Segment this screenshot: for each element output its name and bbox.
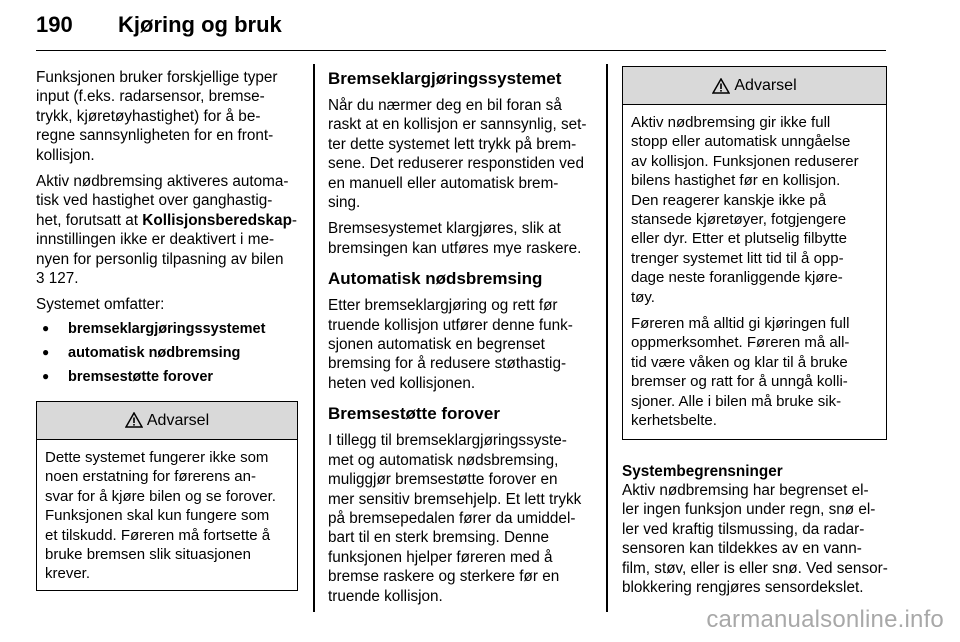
column-divider-right — [606, 64, 608, 612]
column-divider-left — [313, 64, 315, 612]
system-includes-label: Systemet omfatter: — [36, 296, 165, 314]
column-right — [622, 68, 887, 604]
section-heading: Bremsestøtte forover — [328, 404, 500, 424]
paragraph: Når du nærmer deg en bil foran så raskt at en kollisjon er sannsynlig, set- ter dette systemet lett trykk på brem- sene. Det reduserer responstiden ved en manuell eller automatisk brem- sing. — [328, 97, 587, 212]
column-middle — [328, 68, 593, 613]
warning-triangle-icon — [712, 78, 730, 94]
activation-paragraph: Aktiv nødbremsing aktiveres automa- tisk ved hastighet over ganghastig- het, forutsatt at Kollisjonsberedskap- innstillingen ikke er deaktivert i me- nyen for personlig tilpasning av bilen 3 127. — [36, 173, 298, 288]
section-heading: Automatisk nødsbremsing — [328, 269, 543, 289]
page-header — [36, 6, 886, 51]
subsection-heading: Systembegrensninger — [622, 462, 783, 480]
warning-box — [622, 66, 887, 440]
paragraph: Etter bremseklargjøring og rett før truende kollisjon utfører denne funk- sjonen automatisk en begrenset bremsing for å redusere støthastig- heten ved kollisjonen. — [328, 297, 573, 392]
watermark: carmanualsonline.info — [706, 606, 944, 633]
warning-box — [36, 401, 298, 591]
warning-header — [623, 67, 886, 105]
list-item: ● bremsestøtte forover — [36, 365, 298, 389]
page-reference-link[interactable]: 3 127. — [36, 270, 79, 288]
section-heading: Bremseklargjøringssystemet — [328, 69, 562, 88]
chapter-title: Kjøring og bruk — [118, 12, 282, 37]
setting-name: Kollisjonsberedskap — [142, 211, 292, 229]
warning-header — [37, 402, 297, 440]
intro-paragraph: Funksjonen bruker forskjellige typer input (f.eks. radarsensor, bremse- trykk, kjøretøyhastighet) for å be- regne sannsynligheten for en front- kollisjon. — [36, 69, 278, 164]
list-item: ● bremseklargjøringssystemet — [36, 317, 298, 341]
page-number: 190 — [36, 12, 73, 37]
paragraph: Bremsesystemet klargjøres, slik at bremsingen kan utføres mye raskere. — [328, 220, 582, 257]
system-components-list — [36, 317, 298, 389]
column-left — [36, 68, 298, 591]
warning-body: Aktiv nødbremsing gir ikke full stopp eller automatisk unngåelse av kollisjon. Funksjonen reduserer bilens hastighet før en kollisjon. Den reagerer kanskje ikke på stansede kjøretøyer, fotgjengere eller dyr. Etter et plutselig filbytte trenger systemet litt tid til å opp- dage neste foranliggende kjøre- tøy. Føreren må alltid gi kjøringen full oppmerksomhet. Føreren må all- tid være våken og klar til å bruke bremser og ratt for å unngå kolli- sjoner. Alle i bilen må bruke sik- kerhetsbelte. — [631, 114, 859, 430]
paragraph: Aktiv nødbremsing har begrenset el- ler ingen funksjon under regn, snø el- ler ved kraftig tilsmussing, da radar- sensoren kan tildekkes av en vann- film, støv, eller is eller snø. Ved sensor- blokkering rengjøres sensordekslet. — [622, 481, 888, 596]
paragraph: I tillegg til bremseklargjøringssyste- met og automatisk nødsbremsing, muliggjør bremsestøtte forover en mer sensitiv bremsehjelp. Et lett trykk på bremsepedalen fører da umiddel- bart til en sterk bremsing. Denne funksjonen hjelper føreren med å bremse raskere og sterkere før en truende kollisjon. — [328, 432, 582, 605]
warning-title: Advarsel — [146, 411, 210, 429]
warning-title: Advarsel — [734, 76, 797, 94]
list-item: ● automatisk nødbremsing — [36, 341, 298, 365]
warning-body: Dette systemet fungerer ikke som noen erstatning for førerens an- svar for å kjøre bilen og se forover. Funksjonen skal kun fungere som et tilskudd. Føreren må fortsette å bruke bremsen slik situasjonen krever. — [45, 448, 276, 583]
warning-triangle-icon — [125, 412, 143, 428]
